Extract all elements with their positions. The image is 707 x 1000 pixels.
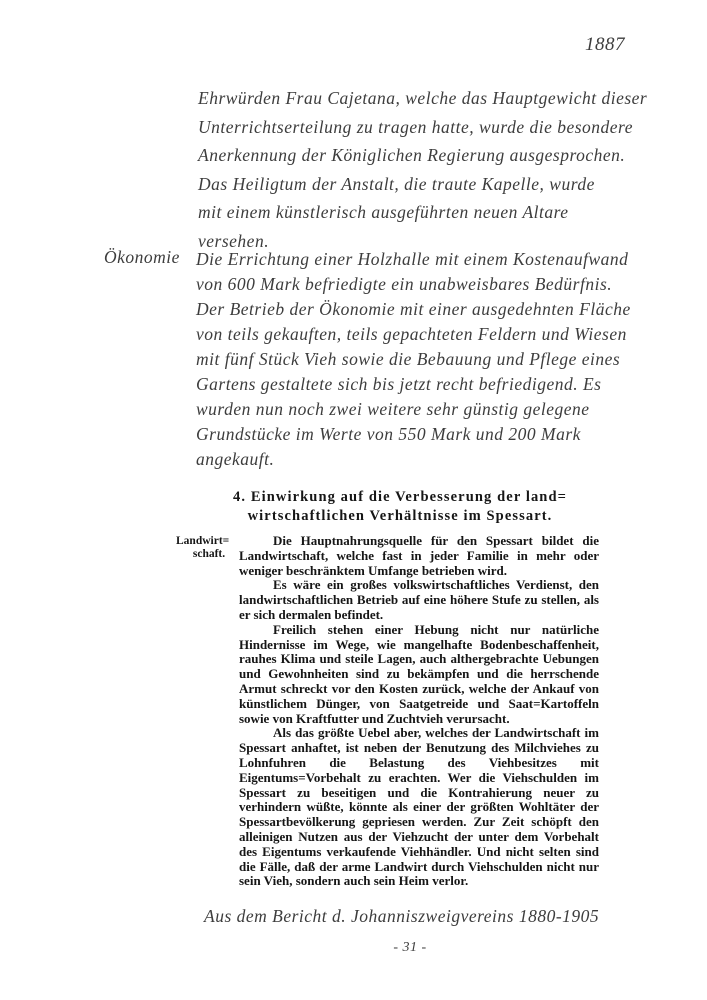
source-line: Aus dem Bericht d. Johanniszweigvereins 1880-1905 bbox=[204, 906, 600, 926]
handwritten-line: Ehrwürden Frau Cajetana, welche das Hauptgewicht dieser bbox=[198, 88, 648, 108]
handwritten-line: Das Heiligtum der Anstalt, die traute Kapelle, wurde bbox=[198, 173, 595, 194]
handwritten-line: Unterrichtserteilung zu tragen hatte, wurde die besondere bbox=[198, 116, 633, 137]
section-heading-line1: 4. Einwirkung auf die Verbesserung der land= bbox=[233, 489, 567, 505]
handwritten-paragraph-1 bbox=[198, 84, 668, 255]
printed-text-block bbox=[239, 534, 599, 889]
margin-label-line1: Landwirt= bbox=[176, 535, 230, 547]
handwritten-line: mit einem künstlerisch ausgeführten neuen Altare bbox=[198, 202, 569, 222]
printed-paragraph: Freilich stehen einer Hebung nicht nur natürliche Hindernisse im Wege, wie mangelhafte Bodenbeschaffenheit, rauhes Klima und steile Lagen, auch althergebrachte Uebungen und Gewohnheiten sind zu bekämpfen und die herrschende Armut schreckt vor den Kosten zurück, welche der Ankauf von künstlichem Dünger, von Saatgetreide und Saat=Kartoffeln sowie von Kraftfutter und Zuchtvieh verursacht. bbox=[239, 621, 599, 726]
printed-paragraph: Die Hauptnahrungsquelle für den Spessart bildet die Landwirtschaft, welche fast in jeder Familie in mehr oder weniger beschränktem Umfange betrieben wird. bbox=[239, 533, 599, 578]
handwritten-line: mit fünf Stück Vieh sowie die Bebauung und Pflege eines bbox=[196, 349, 621, 369]
printed-paragraph: Als das größte Uebel aber, welches der Landwirtschaft im Spessart anhaftet, ist neben der Benutzung des Milchviehes zu Lohnfuhren die Belastung des Viehbesitzes mit Eigentums=Vorbehalt zu erachten. Wer die Viehschulden im Spessart zu beseitigen und die Kontrahierung neuer zu verhindern wüßte, könnte als einer der größten Wohltäter der Spessartbevölkerung gepriesen werden. Zur Zeit schöpft den alleinigen Nutzen aus der Viehzucht der unter dem Vorbehalt des Eigentums verkaufende Viehhändler. Und nicht selten sind die Fälle, daß der arme Landwirt durch Viehschulden nicht nur sein Vieh, sondern auch sein Heim verlor. bbox=[239, 725, 599, 889]
handwritten-line: angekauft. bbox=[196, 449, 275, 469]
margin-label-landwirtschaft bbox=[176, 535, 242, 561]
section-heading bbox=[200, 488, 600, 525]
handwritten-line: versehen. bbox=[198, 230, 270, 251]
margin-label-line2: schaft. bbox=[192, 548, 226, 560]
handwritten-line: Der Betrieb der Ökonomie mit einer ausgedehnten Fläche bbox=[196, 299, 631, 319]
page-number: - 31 - bbox=[393, 940, 427, 955]
handwritten-line: von teils gekauften, teils gepachteten Feldern und Wiesen bbox=[196, 324, 627, 344]
year-annotation: 1887 bbox=[585, 34, 625, 55]
handwritten-line: wurden nun noch zwei weitere sehr günstig gelegene bbox=[196, 399, 590, 419]
section-heading-line2: wirtschaftlichen Verhältnisse im Spessart. bbox=[247, 507, 553, 524]
handwritten-line: Grundstücke im Werte von 550 Mark und 200 Mark bbox=[196, 424, 581, 444]
handwritten-line: Gartens gestaltete sich bis jetzt recht befriedigend. Es bbox=[196, 374, 602, 394]
handwritten-line: Die Errichtung einer Holzhalle mit einem Kostenaufwand bbox=[196, 249, 629, 269]
handwritten-paragraph-2 bbox=[196, 247, 676, 472]
handwritten-line: Anerkennung der Königlichen Regierung ausgesprochen. bbox=[198, 145, 626, 165]
printed-paragraph: Es wäre ein großes volkswirtschaftliches Verdienst, den landwirtschaftlichen Betrieb auf eine höhere Stufe zu stellen, als er sich dermalen befindet. bbox=[239, 577, 599, 622]
handwritten-line: von 600 Mark befriedigte ein unabweisbares Bedürfnis. bbox=[196, 274, 613, 294]
margin-label-oekonomie: Ökonomie bbox=[104, 247, 180, 267]
